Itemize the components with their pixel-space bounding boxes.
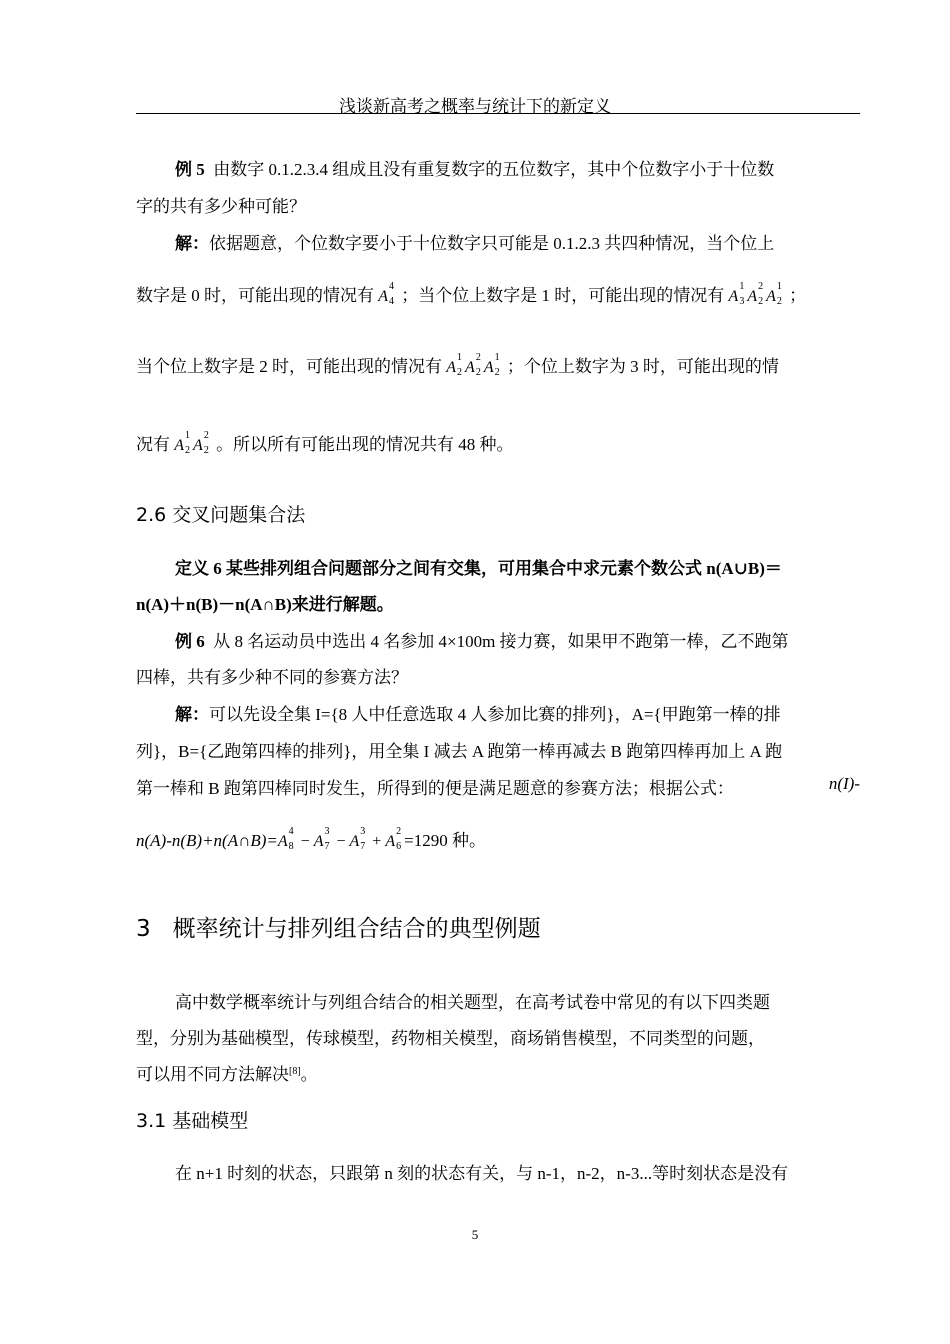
formula-indices xyxy=(388,281,397,307)
formula-superscript: 2 xyxy=(475,352,481,363)
intro-text3-end: 。 xyxy=(300,1065,318,1084)
formula-indices xyxy=(359,826,368,852)
running-header: 浅谈新高考之概率与统计下的新定义 xyxy=(339,97,611,116)
ex6-text1: 从 8 名运动员中选出 4 名参加 4×100m 接力赛，如果甲不跑第一棒，乙不跑第 xyxy=(213,632,789,651)
formula-indices xyxy=(288,826,297,852)
formula-subscript: 2 xyxy=(457,367,463,378)
formula-symbol: A xyxy=(277,833,288,850)
ex6-sol-line1 xyxy=(175,700,781,725)
ex5-text1: 由数字 0.1.2.3.4 组成且没有重复数字的五位数字，其中个位数字小于十位数 xyxy=(213,160,775,179)
ex6-sol-line3 xyxy=(136,774,860,799)
ex6-sol-text3a: 第一棒和 B 跑第四棒同时发生，所得到的便是满足题意的参赛方法；根据公式： xyxy=(136,779,734,798)
formula-symbol: A xyxy=(747,288,758,305)
formula-symbol: A xyxy=(174,437,185,454)
ex5-line2: 字的共有多少种可能？ xyxy=(136,197,306,216)
ex5-sol-line2 xyxy=(136,281,864,306)
formula-symbol: A xyxy=(483,359,494,376)
formula-symbol: A xyxy=(446,359,457,376)
ex6-sol-label: 解： xyxy=(175,705,209,724)
formula-superscript: 1 xyxy=(457,352,463,363)
formula-operator: − xyxy=(332,833,350,850)
formula-superscript: 1 xyxy=(494,352,500,363)
formula-symbol: A xyxy=(728,288,739,305)
formula-superscript: 1 xyxy=(739,281,745,292)
formula-superscript: 3 xyxy=(360,826,366,837)
formula-symbol: A xyxy=(193,437,203,454)
formula-symbol: A xyxy=(349,833,360,850)
citation-ref: [8] xyxy=(289,1066,301,1077)
ex5-sol-text2b: ；当个位上数字是 1 时，可能出现的情况有 xyxy=(401,286,725,305)
intro-line3 xyxy=(136,1060,318,1085)
formula-subscript: 2 xyxy=(475,367,481,378)
formula-indices xyxy=(323,826,332,852)
ex5-sol-text4b: 。所以所有可能出现的情况共有 48 种。 xyxy=(216,435,514,454)
formula-superscript: 4 xyxy=(288,826,294,837)
ex6-label: 例 6 xyxy=(175,632,205,651)
ex6-line2: 四棒，共有多少种不同的参赛方法？ xyxy=(136,668,408,687)
formula-a84-a73-a73-a62 xyxy=(277,826,404,852)
ex5-sol-line4 xyxy=(136,430,514,455)
formula-indices xyxy=(203,430,212,456)
formula-superscript: 1 xyxy=(776,281,782,292)
formula-a12-a22 xyxy=(174,430,212,456)
ex6-sol-text1: 可以先设全集 I={8 人中任意选取 4 人参加比赛的排列}，A={甲跑第一棒的排 xyxy=(209,705,781,724)
formula-subscript: 4 xyxy=(389,296,395,307)
formula-operator: + xyxy=(368,833,386,850)
p31-line1: 在 n+1 时刻的状态，只跟第 n 刻的状态有关，与 n-1，n-2，n-3...等时刻状态是没有 xyxy=(175,1164,789,1183)
formula-subscript: 2 xyxy=(185,445,191,456)
formula-superscript: 1 xyxy=(185,430,191,441)
formula-subscript: 2 xyxy=(776,296,782,307)
formula-subscript: 2 xyxy=(494,367,500,378)
section-3-1-heading: 3.1 基础模型 xyxy=(136,1110,249,1132)
formula-subscript: 2 xyxy=(203,445,209,456)
section-3-heading xyxy=(136,910,541,943)
formula-indices xyxy=(738,281,747,307)
header-rule xyxy=(136,113,860,114)
ex5-sol-text4a: 况有 xyxy=(136,435,170,454)
formula-indices xyxy=(475,352,484,378)
ex5-sol-text1: 依据题意，个位数字要小于十位数字只可能是 0.1.2.3 共四种情况，当个位上 xyxy=(209,234,775,253)
section-3-number: 3 xyxy=(136,916,151,942)
ex5-sol-text2c: ； xyxy=(789,286,807,305)
intro-text3: 可以用不同方法解决 xyxy=(136,1065,289,1084)
ex5-sol-line3 xyxy=(136,352,779,377)
formula-indices xyxy=(757,281,766,307)
ex5-sol-text3b: ；个位上数字为 3 时，可能出现的情 xyxy=(506,357,779,376)
formula-indices xyxy=(395,826,404,852)
ex6-formula-start: n(I)- xyxy=(828,774,860,793)
ex5-sol-text2a: 数字是 0 时，可能出现的情况有 xyxy=(136,286,374,305)
section-3-title: 概率统计与排列组合结合的典型例题 xyxy=(172,916,541,942)
formula-subscript: 7 xyxy=(324,841,330,852)
ex5-sol-line1 xyxy=(175,229,774,254)
formula-symbol: A xyxy=(385,833,396,850)
ex5-sol-text3a: 当个位上数字是 2 时，可能出现的情况有 xyxy=(136,357,442,376)
formula-superscript: 2 xyxy=(203,430,209,441)
formula-superscript: 2 xyxy=(396,826,402,837)
formula-subscript: 3 xyxy=(739,296,745,307)
ex6-sol-line2: 列}，B={乙跑第四棒的排列}，用全集 I 减去 A 跑第一棒再减去 B 跑第四棒再加上 A 跑 xyxy=(136,742,783,761)
ex6-formula-lhs: n(A)-n(B)+n(A∩B)= xyxy=(136,831,278,850)
ex6-sol-line4 xyxy=(136,826,486,851)
section-2-6-heading: 2.6 交叉问题集合法 xyxy=(136,504,306,526)
formula-symbol: A xyxy=(766,288,776,305)
formula-superscript: 2 xyxy=(758,281,764,292)
formula-superscript: 4 xyxy=(389,281,395,292)
formula-symbol: A xyxy=(313,833,324,850)
formula-indices xyxy=(494,352,503,378)
formula-indices xyxy=(776,281,785,307)
formula-subscript: 7 xyxy=(360,841,366,852)
ex5-sol-label: 解： xyxy=(175,234,209,253)
formula-symbol: A xyxy=(465,359,475,376)
formula-symbol: A xyxy=(378,288,389,305)
intro-line1: 高中数学概率统计与列组合结合的相关题型，在高考试卷中常见的有以下四类题 xyxy=(175,993,770,1012)
formula-indices xyxy=(184,430,193,456)
formula-indices xyxy=(456,352,465,378)
ex5-label: 例 5 xyxy=(175,160,205,179)
ex6-sol-text4b: =1290 种。 xyxy=(404,831,486,850)
formula-superscript: 3 xyxy=(324,826,330,837)
def6-line1: 定义 6 某些排列组合问题部分之间有交集，可用集合中求元素个数公式 n(A∪B)＝ xyxy=(175,559,782,578)
formula-a13-a22-a12 xyxy=(728,281,785,307)
formula-subscript: 8 xyxy=(288,841,294,852)
page-number: 5 xyxy=(471,1227,479,1242)
formula-a12-a22-a12 xyxy=(446,352,502,378)
formula-subscript: 6 xyxy=(396,841,402,852)
ex5-line1 xyxy=(175,155,774,180)
formula-operator: − xyxy=(296,833,314,850)
intro-line2: 型，分别为基础模型，传球模型，药物相关模型，商场销售模型，不同类型的问题， xyxy=(136,1029,765,1048)
formula-a44 xyxy=(378,281,397,307)
ex6-line1 xyxy=(175,627,789,652)
def6-line2: n(A)＋n(B)－n(A∩B)来进行解题。 xyxy=(136,595,394,614)
formula-subscript: 2 xyxy=(758,296,764,307)
